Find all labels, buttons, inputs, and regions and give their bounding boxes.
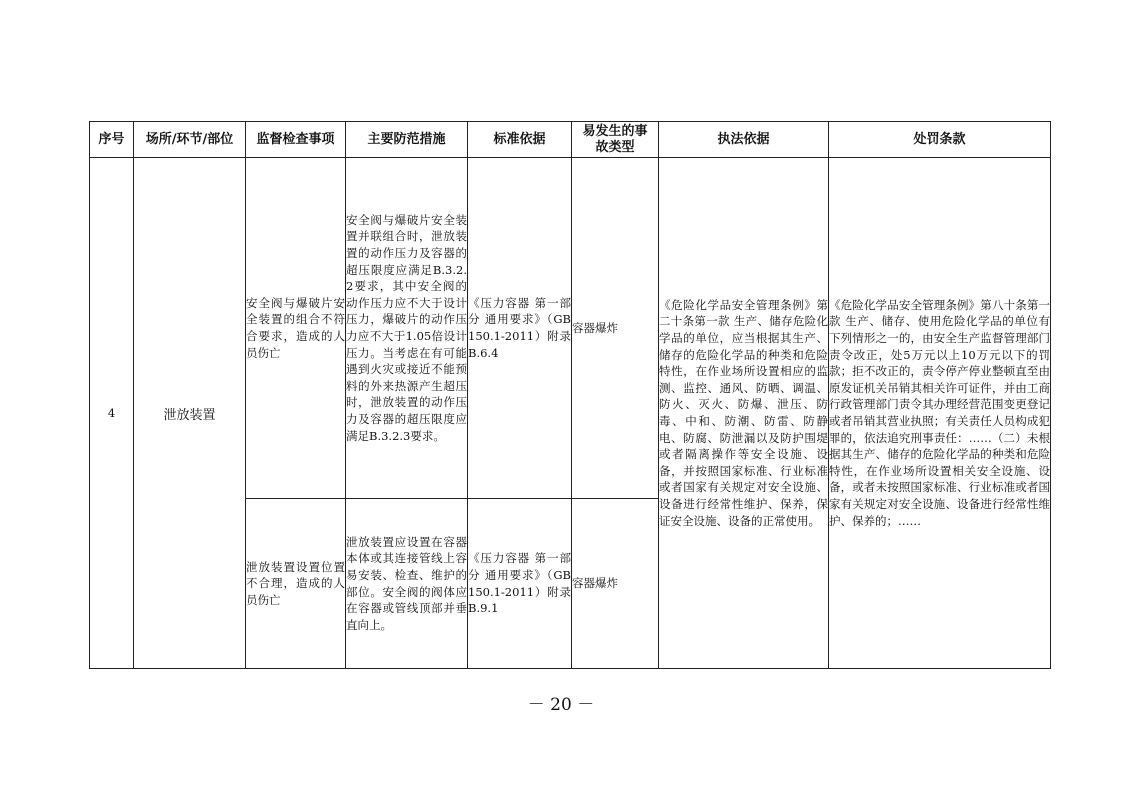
header-measure: 主要防范措施 <box>346 122 468 158</box>
row-accident-1: 容器爆炸 <box>572 158 659 499</box>
row-penalty: 《危险化学品安全管理条例》第八十条第一款 生产、储存、使用危险化学品的单位有下列情形之一的，由安全生产监督管理部门责令改正，处5万元以上10万元以下的罚款；拒不改正的，责令停产停业整顿直至由原发证机关吊销其相关许可证件，并由工商行政管理部门责令其办理经营范围变更登记或者吊销其营业执照；有关责任人员构成犯罪的，依法追究刑事责任：……（二）未根据其生产、储存的危险化学品的种类和危险特性，在作业场所设置相关安全设施、设备，或者未按照国家标准、行业标准或者国家有关规定对安全设施、设备进行经常性维护、保养的；…… <box>829 158 1051 669</box>
header-place: 场所/环节/部位 <box>134 122 246 158</box>
row-item-2: 泄放装置设置位置不合理，造成的人员伤亡 <box>246 499 346 669</box>
row-accident-2: 容器爆炸 <box>572 499 659 669</box>
row-measure-2: 泄放装置应设置在容器本体或其连接管线上容易安装、检查、维护的部位。安全阀的阀体应在容器或管线顶部并垂直向上。 <box>346 499 468 669</box>
inspection-table <box>89 121 1051 669</box>
row-seq: 4 <box>90 158 134 669</box>
row-item-1: 安全阀与爆破片安全装置的组合不符合要求，造成的人员伤亡 <box>246 158 346 499</box>
header-accident: 易发生的事故类型 <box>572 122 659 158</box>
row-standard-1: 《压力容器 第一部分 通用要求》（GB 150.1-2011）附录B.6.4 <box>468 158 572 499</box>
row-standard-2: 《压力容器 第一部分 通用要求》（GB 150.1-2011）附录B.9.1 <box>468 499 572 669</box>
table-header-row <box>90 122 1051 158</box>
page-number: － 20 － <box>527 695 595 715</box>
table-row <box>90 158 1051 499</box>
row-law-basis: 《危险化学品安全管理条例》第二十条第一款 生产、储存危险化学品的单位，应当根据其生产、储存的危险化学品的种类和危险特性，在作业场所设置相应的监测、监控、通风、防晒、调温、防火、灭火、防爆、泄压、防毒、中和、防潮、防雷、防静电、防腐、防泄漏以及防护围堤或者隔离操作等安全设施、设备，并按照国家标准、行业标准或者国家有关规定对安全设施、设备进行经常性维护、保养，保证安全设施、设备的正常使用。 <box>659 158 829 669</box>
header-standard: 标准依据 <box>468 122 572 158</box>
header-item: 监督检查事项 <box>246 122 346 158</box>
header-penalty: 处罚条款 <box>829 122 1051 158</box>
header-law: 执法依据 <box>659 122 829 158</box>
header-seq: 序号 <box>90 122 134 158</box>
row-place: 泄放装置 <box>134 158 246 669</box>
row-measure-1: 安全阀与爆破片安全装置并联组合时，泄放装置的动作压力及容器的超压限度应满足B.3.2.2要求，其中安全阀的动作压力应不大于设计压力，爆破片的动作压力应不大于1.05倍设计压力。当考虑在有可能遇到火灾或接近不能预料的外来热源产生超压时，泄放装置的动作压力及容器的超压限度应满足B.3.2.3要求。 <box>346 158 468 499</box>
